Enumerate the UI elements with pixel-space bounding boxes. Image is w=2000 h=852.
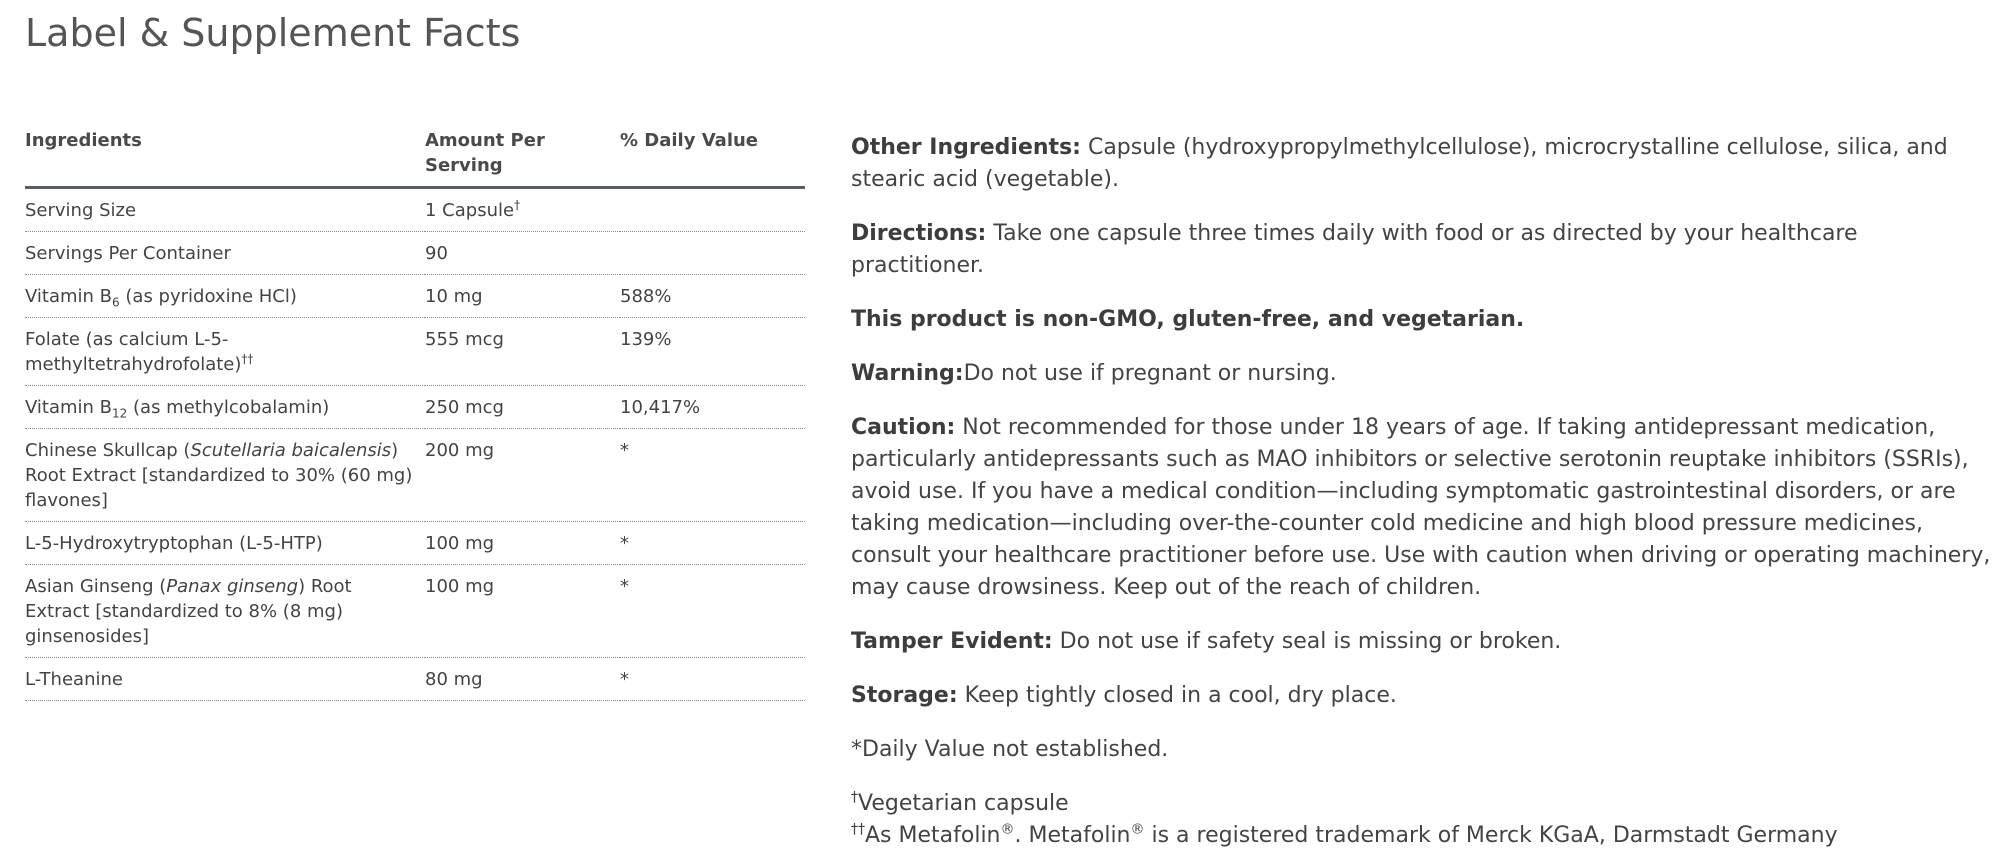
footnote-mark: †† bbox=[241, 352, 254, 366]
ingredient-amount: 100 mg bbox=[425, 522, 620, 565]
ingredient-amount: 80 mg bbox=[425, 658, 620, 701]
name-part: Chinese Skullcap ( bbox=[25, 440, 191, 461]
storage bbox=[851, 680, 1996, 712]
storage-text: Keep tightly closed in a cool, dry place. bbox=[957, 683, 1397, 708]
footnote-metafolin bbox=[851, 820, 1996, 852]
table-row bbox=[25, 318, 805, 386]
directions bbox=[851, 218, 1996, 282]
ingredient-daily-value: 588% bbox=[620, 275, 805, 318]
supplement-facts-table bbox=[25, 128, 805, 701]
table-row bbox=[25, 386, 805, 429]
name-part: Vitamin B bbox=[25, 397, 113, 418]
ingredient-name bbox=[25, 275, 425, 318]
footnote-vegetarian bbox=[851, 788, 1996, 820]
name-part: ) Root Extract [standardized to 30% (60 mg) flavones] bbox=[25, 440, 413, 511]
footnote-mark: † bbox=[514, 198, 521, 212]
table-row bbox=[25, 232, 805, 275]
product-claim-text: This product is non-GMO, gluten-free, and vegetarian. bbox=[851, 307, 1525, 332]
header-ingredients: Ingredients bbox=[25, 128, 425, 188]
header-daily-value: % Daily Value bbox=[620, 128, 805, 188]
product-claim bbox=[851, 304, 1996, 336]
table-row bbox=[25, 658, 805, 701]
name-part: (as pyridoxine HCl) bbox=[119, 286, 297, 307]
ingredient-name: Servings Per Container bbox=[25, 232, 425, 275]
footnote-text: . Metafolin bbox=[1014, 823, 1131, 848]
footnote-text: Vegetarian capsule bbox=[858, 791, 1069, 816]
latin-name: Panax ginseng bbox=[166, 576, 299, 597]
table-row bbox=[25, 522, 805, 565]
ingredient-amount: 200 mg bbox=[425, 429, 620, 522]
page-title: Label & Supplement Facts bbox=[25, 11, 521, 55]
footnote-mark: †† bbox=[851, 821, 865, 838]
ingredient-name bbox=[25, 565, 425, 658]
ingredient-name: L-5-Hydroxytryptophan (L-5-HTP) bbox=[25, 522, 425, 565]
ingredient-name bbox=[25, 429, 425, 522]
header-amount-per-serving: Amount Per Serving bbox=[425, 128, 620, 188]
caution-label: Caution: bbox=[851, 415, 956, 440]
ingredient-amount bbox=[425, 188, 620, 232]
ingredient-daily-value: 139% bbox=[620, 318, 805, 386]
ingredient-daily-value: * bbox=[620, 522, 805, 565]
warning bbox=[851, 358, 1996, 390]
storage-label: Storage: bbox=[851, 683, 958, 708]
ingredient-daily-value bbox=[620, 188, 805, 232]
directions-text: Take one capsule three times daily with food or as directed by your healthcare practitioner. bbox=[851, 221, 1858, 278]
ingredient-name: Serving Size bbox=[25, 188, 425, 232]
footnote-mark: † bbox=[851, 789, 858, 806]
ingredient-amount: 250 mcg bbox=[425, 386, 620, 429]
ingredient-daily-value: 10,417% bbox=[620, 386, 805, 429]
warning-text: Do not use if pregnant or nursing. bbox=[963, 361, 1337, 386]
other-ingredients bbox=[851, 132, 1996, 196]
caution bbox=[851, 412, 1996, 604]
name-part: Asian Ginseng ( bbox=[25, 576, 167, 597]
other-ingredients-label: Other Ingredients: bbox=[851, 135, 1081, 160]
footnote-text: is a registered trademark of Merck KGaA, Darmstadt Germany bbox=[1144, 823, 1838, 848]
table-header-row bbox=[25, 128, 805, 188]
ingredient-daily-value bbox=[620, 232, 805, 275]
tamper-label: Tamper Evident: bbox=[851, 629, 1053, 654]
name-part: Folate (as calcium L-5-methyltetrahydrofolate) bbox=[25, 329, 242, 375]
other-ingredients-text: Capsule (hydroxypropylmethylcellulose), microcrystalline cellulose, silica, and stearic acid (vegetable). bbox=[851, 135, 1948, 192]
daily-value-note: *Daily Value not established. bbox=[851, 737, 1169, 762]
name-part: Vitamin B bbox=[25, 286, 113, 307]
warning-label: Warning: bbox=[851, 361, 964, 386]
table-row bbox=[25, 565, 805, 658]
ingredient-name: L-Theanine bbox=[25, 658, 425, 701]
name-subscript: 6 bbox=[112, 295, 120, 310]
directions-label: Directions: bbox=[851, 221, 987, 246]
supplement-facts-table-container bbox=[25, 128, 805, 701]
ingredient-daily-value: * bbox=[620, 565, 805, 658]
ingredient-name bbox=[25, 386, 425, 429]
ingredient-daily-value: * bbox=[620, 429, 805, 522]
table-row bbox=[25, 188, 805, 232]
table-row bbox=[25, 275, 805, 318]
ingredient-amount: 10 mg bbox=[425, 275, 620, 318]
name-part: ) Root Extract [standardized to 8% (8 mg) ginsenosides] bbox=[25, 576, 352, 647]
ingredient-amount: 555 mcg bbox=[425, 318, 620, 386]
ingredient-daily-value: * bbox=[620, 658, 805, 701]
registered-mark: ® bbox=[1130, 821, 1145, 838]
caution-text: Not recommended for those under 18 years of age. If taking antidepressant medication, particularly antidepressants such as MAO inhibitors or selective serotonin reuptake inhibitors (SSRIs), avoid use. If you have a medical condition—including symptomatic gastrointestinal disorders, or are taking medication—including over-the-counter cold medicine and high blood pressure medicines, consult your healthcare practitioner before use. Use with caution when driving or operating machinery, may cause drowsiness. Keep out of the reach of children. bbox=[851, 415, 1991, 600]
registered-mark: ® bbox=[1000, 821, 1015, 838]
table-row bbox=[25, 429, 805, 522]
tamper-evident bbox=[851, 626, 1996, 658]
label-notes bbox=[851, 132, 1996, 852]
latin-name: Scutellaria baicalensis bbox=[190, 440, 392, 461]
ingredient-name bbox=[25, 318, 425, 386]
footnote-text: As Metafolin bbox=[865, 823, 1001, 848]
amount-value: 1 Capsule bbox=[425, 200, 515, 221]
ingredient-amount: 100 mg bbox=[425, 565, 620, 658]
name-part: (as methylcobalamin) bbox=[127, 397, 330, 418]
tamper-text: Do not use if safety seal is missing or broken. bbox=[1052, 629, 1562, 654]
name-subscript: 12 bbox=[112, 406, 128, 421]
ingredient-amount: 90 bbox=[425, 232, 620, 275]
